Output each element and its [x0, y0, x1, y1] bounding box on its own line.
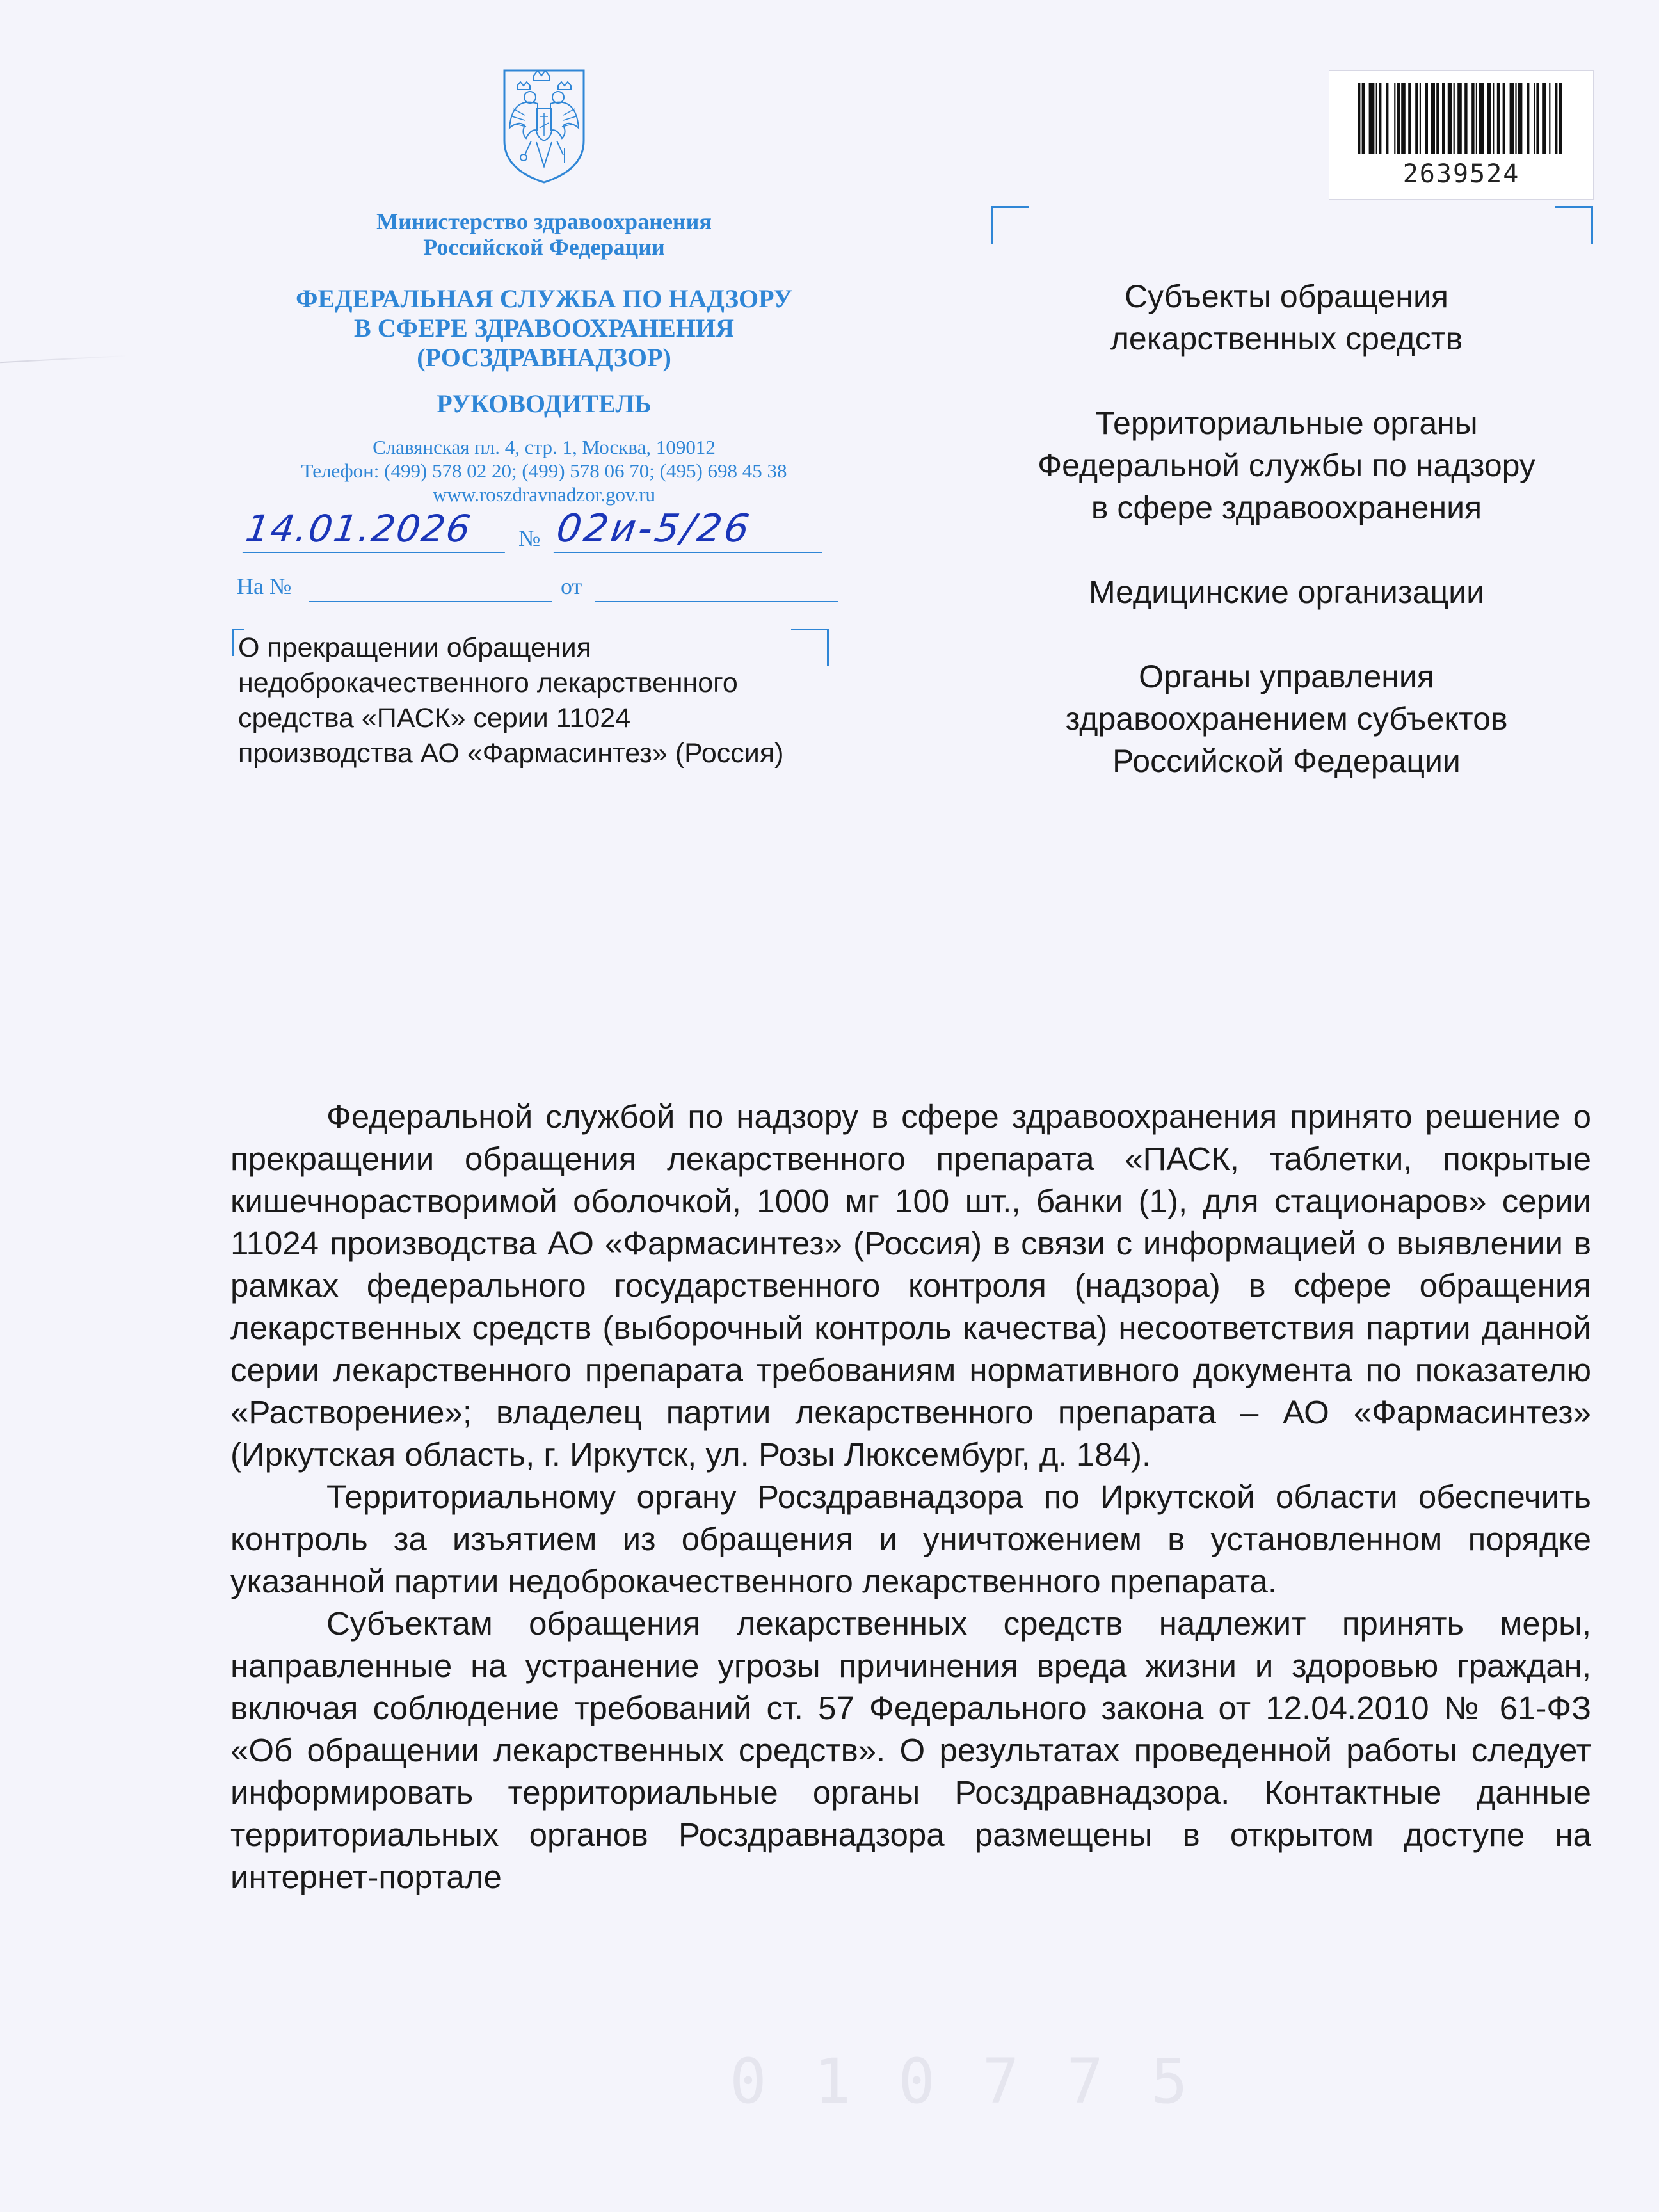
barcode-bar: [1394, 83, 1395, 154]
addressee-item: [1011, 571, 1562, 613]
subject-block: [238, 630, 865, 771]
addressee-corner-right: [1555, 206, 1593, 244]
addressee-line: здравоохранением субъектов: [1065, 701, 1508, 737]
addressee-line: в сфере здравоохранения: [1091, 490, 1482, 525]
barcode-bar: [1534, 83, 1535, 154]
reference-number-blank: [309, 601, 552, 602]
barcode-bar: [1549, 83, 1550, 154]
barcode-bar: [1425, 83, 1428, 154]
russian-coat-of-arms-icon: [499, 64, 589, 186]
address-line: Славянская пл. 4, стр. 1, Москва, 109012: [373, 436, 716, 458]
barcode-bar: [1457, 83, 1462, 154]
barcode-bar: [1415, 83, 1418, 154]
barcode-bar: [1527, 83, 1529, 154]
ministry-line-2: Российской Федерации: [423, 234, 665, 260]
service-line-2: В СФЕРЕ ЗДРАВООХРАНЕНИЯ: [354, 314, 734, 342]
addressee-line: Российской Федерации: [1112, 743, 1461, 779]
barcode-bar: [1479, 83, 1484, 154]
barcode-bar: [1358, 83, 1360, 154]
reference-number-label: На №: [237, 573, 292, 599]
contact-block: [230, 435, 858, 506]
subject-line: недоброкачественного лекарственного: [238, 668, 738, 698]
letterhead: [230, 64, 858, 506]
registration-line: [237, 506, 838, 557]
subject-line: средства «ПАСК» серии 11024: [238, 703, 631, 733]
scan-bleedthrough: 0 1 0 7 7 5: [730, 2046, 1193, 2117]
addressee-line: Территориальные органы: [1095, 405, 1478, 441]
barcode-bar: [1401, 83, 1406, 154]
subject-line: О прекращении обращения: [238, 632, 591, 663]
reference-from-label: от: [561, 573, 582, 599]
barcode-bar: [1503, 83, 1505, 154]
barcode-bar: [1420, 83, 1421, 154]
barcode-bar: [1493, 83, 1494, 154]
barcode-bar: [1471, 83, 1474, 154]
barcode-bar: [1376, 83, 1377, 154]
addressee-line: Органы управления: [1139, 659, 1434, 694]
barcode-label: [1329, 70, 1594, 200]
barcode-bar: [1542, 83, 1546, 154]
phone-line: Телефон: (499) 578 02 20; (499) 578 06 70; (495) 698 45 38: [301, 460, 787, 482]
barcode-bar: [1454, 83, 1455, 154]
barcode-bar: [1431, 83, 1435, 154]
ministry-name: [230, 209, 858, 260]
barcode-bar: [1515, 83, 1516, 154]
barcode-icon: [1358, 83, 1565, 154]
barcode-bar: [1362, 83, 1365, 154]
body-paragraph: Субъектам обращения лекарственных средств надлежит принять меры, направленные на устранение угрозы причинения вреда жизни и здоровью граждан, включая соблюдение требований ст. 57 Федерального закона от 12.04.2010 № 61-ФЗ «Об обращении лекарственных средств». О результатах проведенной работы следует информировать территориальные органы Росздравнадзора. Контактные данные территориальных органов Росздравнадзора размещены в открытом доступе на интернет-портале: [230, 1605, 1591, 1895]
barcode-bar: [1476, 83, 1477, 154]
addressee-item: [1011, 402, 1562, 529]
website-link[interactable]: www.roszdravnadzor.gov.ru: [432, 483, 656, 506]
reference-line: [237, 573, 838, 607]
reference-date-blank: [595, 601, 838, 602]
barcode-number: 2639524: [1402, 159, 1520, 189]
barcode-bar: [1555, 83, 1557, 154]
service-line-1: ФЕДЕРАЛЬНАЯ СЛУЖБА ПО НАДЗОРУ: [296, 284, 792, 313]
service-line-3: (РОСЗДРАВНАДЗОР): [417, 343, 671, 372]
ministry-line-1: Министерство здравоохранения: [376, 209, 712, 234]
barcode-bar: [1559, 83, 1562, 154]
addressee-item: [1011, 275, 1562, 360]
barcode-bar: [1369, 83, 1375, 154]
subject-line: производства АО «Фармасинтез» (Россия): [238, 738, 784, 769]
barcode-bar: [1518, 83, 1523, 154]
addressee-line: Субъекты обращения: [1125, 278, 1448, 314]
registration-number-label: №: [518, 525, 541, 551]
barcode-bar: [1497, 83, 1500, 154]
addressee-line: лекарственных средств: [1110, 321, 1463, 357]
barcode-bar: [1448, 83, 1452, 154]
barcode-bar: [1487, 83, 1491, 154]
addressee-line: Медицинские организации: [1088, 574, 1485, 610]
addressee-corner-left: [991, 206, 1029, 244]
barcode-bar: [1536, 83, 1539, 154]
registration-date: 14.01.2026: [243, 506, 511, 553]
addressee-list: [1011, 275, 1562, 782]
body-paragraph: Территориальному органу Росздравнадзора по Иркутской области обеспечить контроль за изъятием из обращения и уничтожением в установленном порядке указанной партии недоброкачественного лекарственного препарата.: [230, 1479, 1591, 1599]
barcode-bar: [1386, 83, 1388, 154]
head-title: РУКОВОДИТЕЛЬ: [437, 389, 652, 418]
barcode-bar: [1510, 83, 1514, 154]
barcode-bar: [1436, 83, 1439, 154]
letter-body: [230, 1096, 1591, 1898]
body-paragraph: Федеральной службой по надзору в сфере здравоохранения принято решение о прекращении обращения лекарственного препарата «ПАСК, таблетки, покрытые кишечнорастворимой оболочкой, 1000 мг 100 шт., банки (1), для стационаров» серии 11024 производства АО «Фармасинтез» (Россия) в связи с информацией о выявлении в рамках федерального государственного контроля (надзора) в сфере обращения лекарственных средств (выборочный контроль качества) несоответствия партии данной серии лекарственного препарата требованиям нормативного документа по показателю «Растворение»; владелец партии лекарственного препарата – АО «Фармасинтез» (Иркутская область, г. Иркутск, ул. Розы Люксембург, д. 184).: [230, 1098, 1591, 1473]
barcode-bar: [1442, 83, 1445, 154]
scan-edge-artifact: [0, 355, 128, 363]
barcode-bar: [1397, 83, 1400, 154]
barcode-bar: [1408, 83, 1411, 154]
barcode-bar: [1379, 83, 1381, 154]
barcode-bar: [1464, 83, 1467, 154]
service-name: [230, 284, 858, 373]
addressee-line: Федеральной службы по надзору: [1038, 447, 1535, 483]
registration-number: 02и-5/26: [554, 506, 829, 553]
addressee-item: [1011, 655, 1562, 782]
